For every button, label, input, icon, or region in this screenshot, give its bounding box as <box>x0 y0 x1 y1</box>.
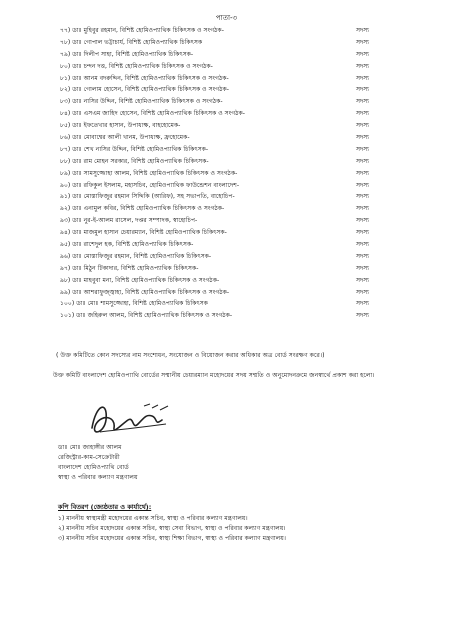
member-row <box>60 239 400 251</box>
member-role: সদস্য <box>356 27 370 34</box>
member-role: সদস্য <box>356 169 370 177</box>
member-row <box>60 132 400 144</box>
member-text: ৯৮) ডাঃ মাহবুবা মনা, বিশিষ্ট হোমিওপ্যাথিক চিকিৎসক ও সংগঠক- <box>60 276 220 284</box>
member-role: সদস্য <box>356 157 370 165</box>
copy-item: ১) মাননীয় স্বাস্থ্যমন্ত্রী মহোদয়ের একান্ত সচিব, স্বাস্থ্য ও পরিবার কল্যাণ মন্ত্রণালয়। <box>58 515 248 522</box>
page-number: পাতা-৩ <box>215 14 238 22</box>
copy-item: ২) মাননীয় সচিব মহোদয়ের একান্ত সচিব, স্বাস্থ্য সেবা বিভাগ, স্বাস্থ্য ও পরিবার কল্যাণ মন্ত্রণালয়। <box>58 525 286 532</box>
member-text: ৮৯) ডাঃ সামসুজ্জোহা আলম, বিশিষ্ট হোমিওপ্যাথিক চিকিৎসক ও সংগঠক- <box>60 169 238 177</box>
member-role: সদস্য <box>356 62 370 70</box>
member-list <box>60 25 400 322</box>
member-role: সদস্য <box>356 145 370 153</box>
member-role: সদস্য <box>356 110 370 118</box>
member-row <box>60 203 400 215</box>
member-role: সদস্য <box>356 241 370 249</box>
member-role: সদস্য <box>356 264 370 272</box>
member-text: ৯৪) ডাঃ মাজমুল হাসান চেয়ারম্যান, বিশিষ্ট হোমিওপ্যাথিক চিকিৎসক- <box>60 229 227 237</box>
member-role: সদস্য <box>356 193 370 201</box>
member-text: ৮৫) ডাঃ ইফতেখার হাসান, উপাধ্যক্ষ, বাহহোমেক- <box>60 122 181 130</box>
member-row <box>60 49 400 61</box>
member-row <box>60 156 400 168</box>
approval-paragraph: উক্ত কমিটি বাংলাদেশ হোমিওপ্যাথি বোর্ডের সম্মানীয় চেয়ারম্যান মহোদয়ের সদয় সম্মতি ও অনুমোদনক্রমে জনস্বার্থে প্রকাশ করা হলো। <box>53 372 375 379</box>
member-row <box>60 191 400 203</box>
member-role: সদস্য <box>356 98 370 106</box>
member-role: সদস্য <box>356 252 370 260</box>
member-row <box>60 37 400 49</box>
member-row <box>60 263 400 275</box>
member-text: ৮৩) ডাঃ নাসির উদ্দিন, বিশিষ্ট হোমিওপ্যাথিক চিকিৎসক ও সংগঠক- <box>60 98 223 106</box>
member-text: ৯২) ডাঃ এনামুল কবির, বিশিষ্ট হোমিওপ্যাথিক চিকিৎসক ও সংগঠক- <box>60 205 225 213</box>
signatory-title: রেজিস্ট্রার-কাম-সেক্রেটারী <box>58 454 120 461</box>
member-role: সদস্য <box>356 288 370 296</box>
copy-distribution-title: কপি বিতরণ (জ্যেষ্ঠতার ও কার্যার্থে): <box>58 503 152 511</box>
member-row <box>60 108 400 120</box>
member-role: সদস্য <box>356 86 370 94</box>
member-role: সদস্য <box>356 276 370 284</box>
member-role: সদস্য <box>356 181 370 189</box>
member-role: সদস্য <box>356 122 370 130</box>
member-row <box>60 287 400 299</box>
member-row <box>60 227 400 239</box>
member-row <box>60 120 400 132</box>
member-text: ৯৩) ডাঃ নুর-ই-আলম রাসেল, দপ্তর সম্পাদক, স্বাহোচিপ- <box>60 217 198 225</box>
member-row <box>60 310 400 322</box>
member-text: ৯৯) ডাঃ আশরাফুজ্জ্বাহা, বিশিষ্ট হোমিওপ্যাথিক চিকিৎসক ও সংগঠক- <box>60 288 230 296</box>
member-text: ১০০) ডাঃ মোঃ শামসুজ্জোহা, বিশিষ্ট হোমিওপ্যাথিক চিকিৎসক <box>60 300 208 308</box>
member-row <box>60 275 400 287</box>
member-row <box>60 298 400 310</box>
member-text: ৭৯) ডাঃ দিলীপ সাহা, বিশিষ্ট হোমিওপ্যাথিক চিকিৎসক- <box>60 50 194 58</box>
signatory-org: বাংলাদেশ হোমিওপ্যাথি বোর্ড <box>58 464 129 471</box>
member-text: ৮২) ডাঃ গোলাম হোসেন, বিশিষ্ট হোমিওপ্যাথিক চিকিৎসক ও সংগঠক- <box>60 86 229 94</box>
member-text: ৮৮) ডাঃ রাম মোহন সরকার, বিশিষ্ট হোমিওপ্যাথিক চিকিৎসক- <box>60 157 209 165</box>
member-row <box>60 180 400 192</box>
member-role: সদস্য <box>356 300 370 308</box>
member-role: সদস্য <box>356 312 370 320</box>
member-text: ৯৭) ডাঃ মিঠুন টিকাদার, বিশিষ্ট হোমিওপ্যাথিক চিকিৎসক- <box>60 264 199 272</box>
copy-item: ৩) মাননীয় সচিব মহোদয়ের একান্ত সচিব, স্বাস্থ্য শিক্ষা বিভাগ, স্বাস্থ্য ও পরিবার কল্যাণ মন্ত্রণালয়। <box>58 535 286 542</box>
signature-block <box>58 443 138 483</box>
member-role: সদস্য <box>356 229 370 237</box>
member-row <box>60 96 400 108</box>
member-text: ৮৭) ডাঃ শেখ নাসির উদ্দিন, বিশিষ্ট হোমিওপ্যাথিক চিকিৎসক- <box>60 145 209 153</box>
member-role: সদস্য <box>356 217 370 225</box>
member-row <box>60 144 400 156</box>
member-text: ১০১) ডাঃ জহিরুল আলম, বিশিষ্ট হোমিওপ্যাথিক চিকিৎসক ও সংগঠক- <box>60 312 233 320</box>
member-role: সদস্য <box>356 38 370 46</box>
member-row <box>60 61 400 73</box>
member-text: ৯০) ডাঃ রফিকুল ইসলাম, মহাসচিব, হোমিওপ্যাথিক ফাউন্ডেশন বাংলাদেশ- <box>60 181 240 189</box>
member-row <box>60 25 400 37</box>
member-role: সদস্য <box>356 205 370 213</box>
member-text: ৮০) ডাঃ চন্দন দত্ত, বিশিষ্ট হোমিওপ্যাথিক চিকিৎসক ও সংগঠক- <box>60 62 213 70</box>
member-role: সদস্য <box>356 74 370 82</box>
member-text: ৯১) ডাঃ মোস্তাফিজুর রহমান সিদ্দিকি (আরিফ), সহ সভাপতি, বাহোচিপ- <box>60 193 235 201</box>
member-text: ৭৭) ডাঃ মুহিবুর রহমান, বিশিষ্ট হোমিওপ্যাথিক চিকিৎসক ও সংগঠক- <box>60 27 224 34</box>
member-row <box>60 215 400 227</box>
member-row <box>60 84 400 96</box>
member-text: ৯৫) ডাঃ রাশেদুল হক, বিশিষ্ট হোমিওপ্যাথিক চিকিৎসক- <box>60 241 194 249</box>
member-row <box>60 73 400 85</box>
member-role: সদস্য <box>356 134 370 142</box>
committee-note: ( উক্ত কমিটিতে কোন সদস্যের নাম সংশোধন, সংযোজন ও বিয়োজন করার অধিকার অত্র বোর্ড সংরক্ষণ করে।) <box>56 352 325 359</box>
member-row <box>60 168 400 180</box>
signatory-name: ডাঃ মোঃ জাহাঙ্গীর আলম <box>58 444 122 451</box>
member-role: সদস্য <box>356 50 370 58</box>
copy-distribution-list <box>58 514 428 544</box>
member-text: ৮১) ডাঃ আনম বদরুদ্দিন, বিশিষ্ট হোমিওপ্যাথিক চিকিৎসক ও সংগঠক- <box>60 74 229 82</box>
member-text: ৯৬) ডাঃ মোস্তাফিজুর রহমান, বিশিষ্ট হোমিওপ্যাথিক চিকিৎসক- <box>60 252 212 260</box>
signatory-ministry: স্বাস্থ্য ও পরিবার কল্যাণ মন্ত্রণালয় <box>58 474 138 481</box>
member-row <box>60 251 400 263</box>
signature-image <box>86 394 176 440</box>
member-text: ৭৮) ডাঃ গোপাল ভট্টাচার্য, বিশিষ্ট হোমিওপ্যাথিক চিকিৎসক <box>60 38 203 46</box>
member-text: ৮৪) ডাঃ এসএম জাহিদ হোসেন, বিশিষ্ট হোমিওপ্যাথিক চিকিৎসক ও সংগঠক- <box>60 110 246 118</box>
member-text: ৮৬) ডাঃ মোবাশ্বের আলী খানম, উপাধ্যক্ষ, ফ্রহোমেক- <box>60 134 190 142</box>
